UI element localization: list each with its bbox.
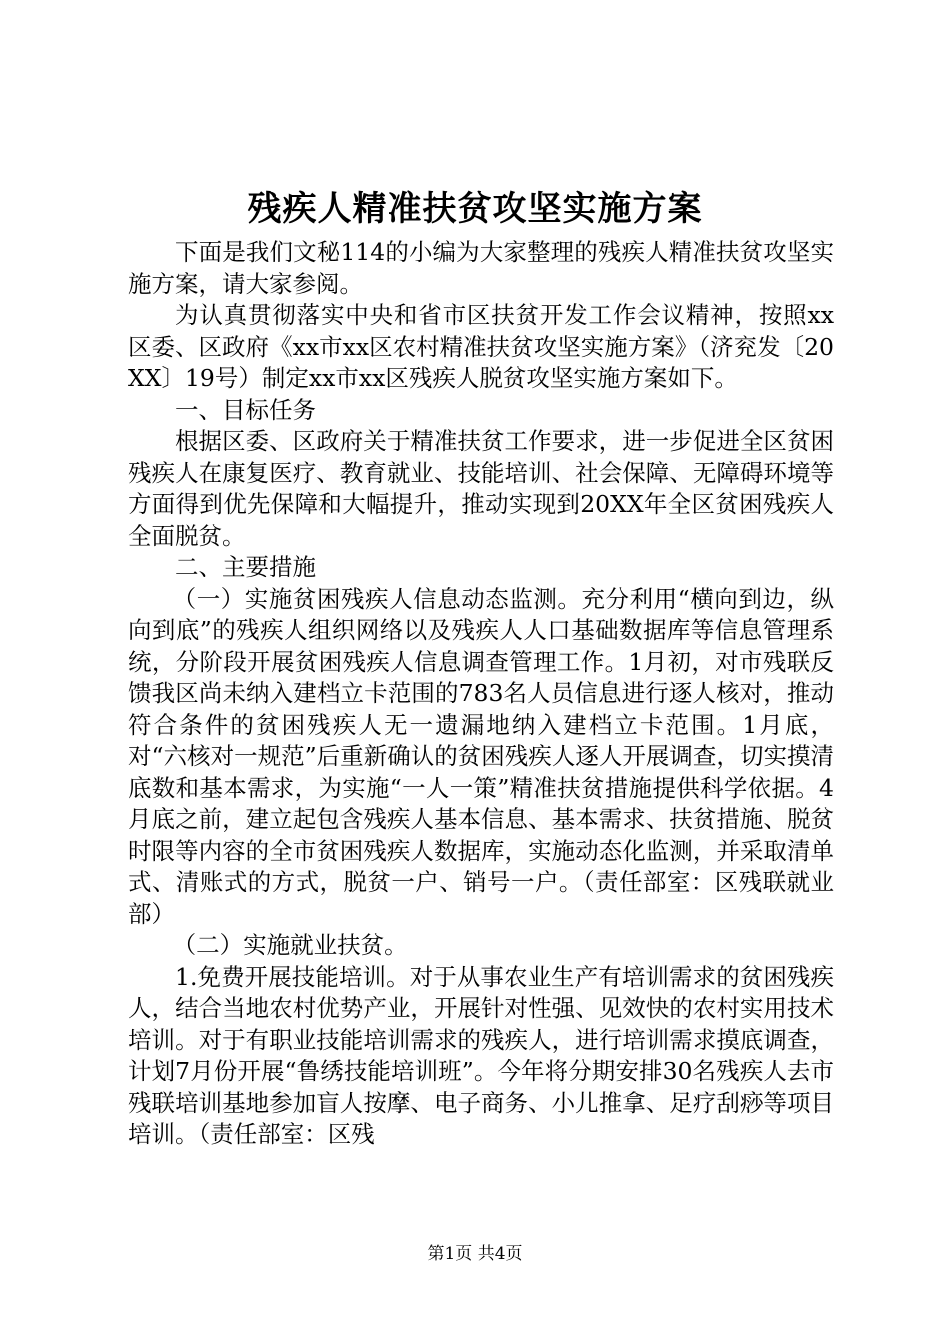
- heading-goals: 一、目标任务: [175, 395, 316, 424]
- paragraph-goals: 根据区委、区政府关于精准扶贫工作要求，进一步促进全区贫困残疾人在康复医疗、教育就业、技能培训、社会保障、无障碍环境等方面得到优先保障和大幅提升，推动实现到20XX年全区贫困残疾人全面脱贫。: [128, 427, 834, 550]
- document-body: [128, 237, 834, 1151]
- heading-measure-2: （二）实施就业扶贫。: [172, 931, 408, 959]
- heading-measures: 二、主要措施: [175, 553, 316, 581]
- paragraph-purpose: 为认真贯彻落实中央和省市区扶贫开发工作会议精神，按照xx区委、区政府《xx市xx区农村精准扶贫攻坚实施方案》（济兖发〔20XX〕19号）制定xx市xx区残疾人脱贫攻坚实施方案如下。: [128, 301, 834, 392]
- paragraph-training: 1.免费开展技能培训。对于从事农业生产有培训需求的贫困残疾人，结合当地农村优势产业，开展针对性强、见效快的农村实用技术培训。对于有职业技能培训需求的残疾人，进行培训需求摸底调查，计划7月份开展“鲁绣技能培训班”。今年将分期安排30名残疾人去市残联培训基地参加盲人按摩、电子商务、小儿推拿、足疗刮痧等项目培训。（责任部室：区残: [128, 962, 834, 1148]
- paragraph-measure-1: （一）实施贫困残疾人信息动态监测。充分利用“横向到边，纵向到底”的残疾人组织网络以及残疾人人口基础数据库等信息管理系统，分阶段开展贫困残疾人信息调查管理工作。1月初，对市残联反馈我区尚未纳入建档立卡范围的783名人员信息进行逐人核对，推动符合条件的贫困残疾人无一遗漏地纳入建档立卡范围。1月底，对“六核对一规范”后重新确认的贫困残疾人逐人开展调查，切实摸清底数和基本需求，为实施“一人一策”精准扶贫措施提供科学依据。4月底之前，建立起包含残疾人基本信息、基本需求、扶贫措施、脱贫时限等内容的全市贫困残疾人数据库，实施动态化监测，并采取清单式、清账式的方式，脱贫一户、销号一户。（责任部室：区残联就业部）: [128, 584, 834, 928]
- page-footer: 第1页 共4页: [427, 1244, 523, 1264]
- paragraph-intro: 下面是我们文秘114的小编为大家整理的残疾人精准扶贫攻坚实施方案，请大家参阅。: [128, 238, 834, 298]
- document-title: 残疾人精准扶贫攻坚实施方案: [247, 189, 703, 229]
